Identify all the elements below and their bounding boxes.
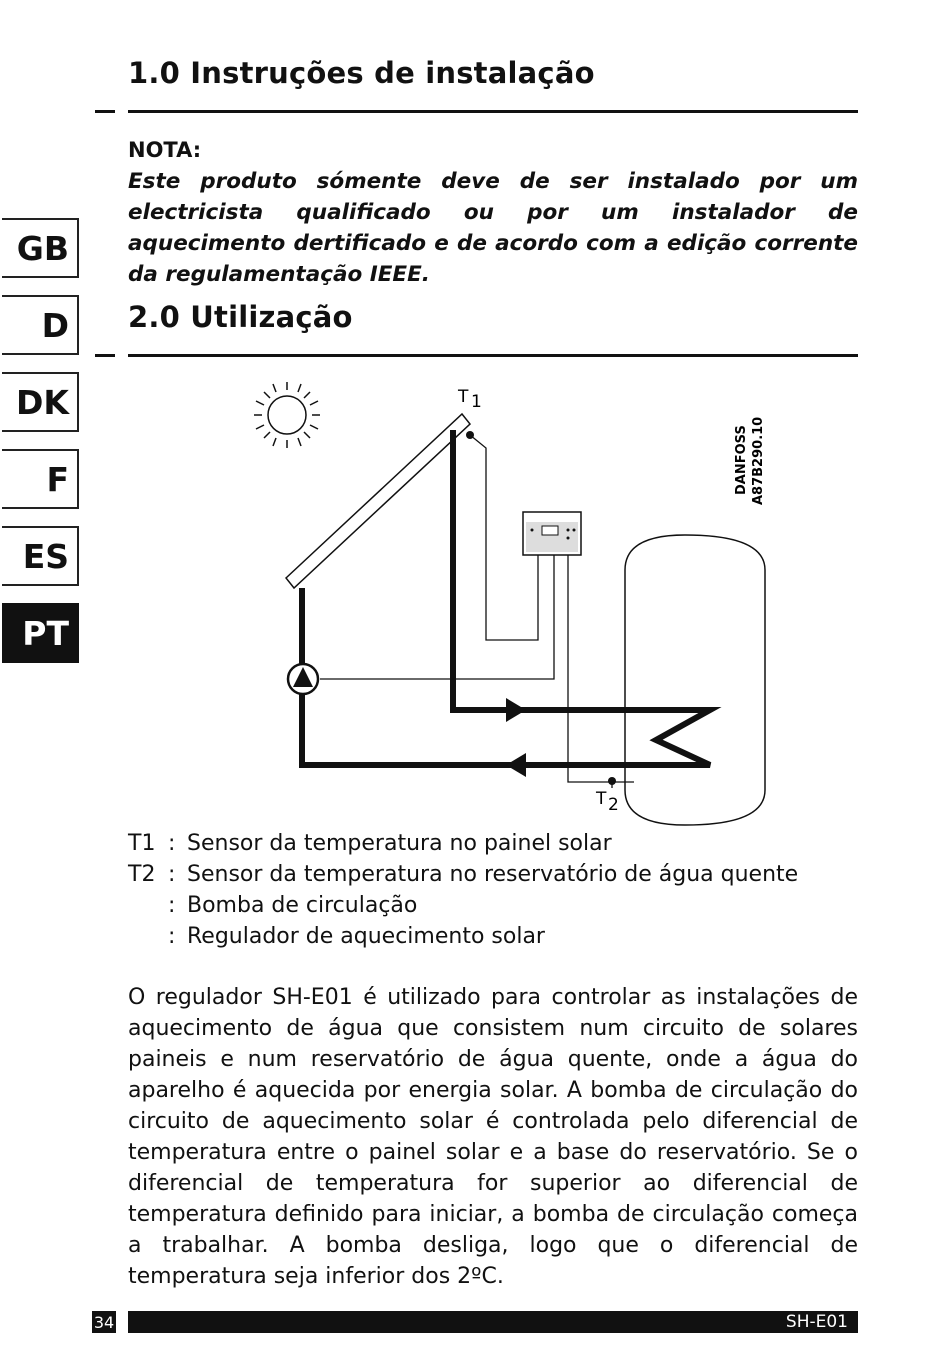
description-paragraph: O regulador SH-E01 é utilizado para controlar as instalações de aquecimento de água que consistem num circuito de solares paineis e num reservatório de água quente, onde a água do aparelho é aquecida por energia solar. A bomba de circulação do circuito de aquecimento solar é controlada pelo diferencial de temperatura entre o painel solar e a base do reservatório. Se o diferencial de temperatura for superior ao diferencial de temperatura definido para iniciar, a bomba de circulação começa a trabalhar. A bomba desliga, logo que o diferencial de temperatura seja inferior dos 2ºC. xyxy=(128,985,858,1289)
rule-marker xyxy=(95,354,115,357)
pump-icon xyxy=(288,664,318,694)
legend-item xyxy=(128,921,798,952)
legend-text: Sensor da temperatura no painel solar xyxy=(187,831,612,856)
flow-arrow-right xyxy=(506,698,526,722)
legend-colon: : xyxy=(168,893,176,918)
language-tab-dk[interactable]: DK xyxy=(2,372,79,432)
note-text: Este produto sómente deve de ser instalado por um electricista qualificado ou por um instalador de aquecimento dertificado e de acordo com a edição corrente da regulamentação IEEE. xyxy=(128,169,858,287)
section-heading-installation: 1.0 Instruções de instalação xyxy=(128,56,595,90)
legend-text: Bomba de circulação xyxy=(187,893,418,918)
footer-model: SH-E01 xyxy=(128,1311,858,1333)
flow-arrow-left xyxy=(506,753,526,777)
note-label: NOTA: xyxy=(128,138,202,162)
t1-subscript: 1 xyxy=(471,392,482,412)
legend-colon: : xyxy=(168,831,176,856)
legend-key: T2 xyxy=(128,862,156,887)
t1-label: T xyxy=(458,387,469,407)
brand-label: DANFOSS xyxy=(734,425,749,495)
legend-text: Regulador de aquecimento solar xyxy=(187,924,545,949)
section-heading-usage: 2.0 Utilização xyxy=(128,300,353,334)
rule-marker xyxy=(95,110,115,113)
heading-rule xyxy=(128,354,858,357)
language-tab-d[interactable]: D xyxy=(2,295,79,355)
legend-key xyxy=(128,921,168,952)
water-tank xyxy=(625,535,765,825)
t2-label: T xyxy=(596,789,607,809)
language-tab-pt[interactable]: PT xyxy=(2,603,79,663)
diagram-legend xyxy=(128,828,798,952)
legend-key xyxy=(128,890,168,921)
legend-colon: : xyxy=(168,924,176,949)
legend-item xyxy=(128,828,798,859)
legend-text: Sensor da temperatura no reservatório de água quente xyxy=(187,862,799,887)
solar-panel xyxy=(286,414,470,588)
sun-icon xyxy=(254,382,320,448)
language-tab-f[interactable]: F xyxy=(2,449,79,509)
t1-sensor-dot xyxy=(466,431,474,439)
t2-subscript: 2 xyxy=(608,795,619,815)
drawing-code: A87B290.10 xyxy=(751,416,766,505)
controller-box xyxy=(523,512,581,555)
legend-item xyxy=(128,859,798,890)
page-number: 34 xyxy=(93,1312,115,1332)
heading-rule xyxy=(128,110,858,113)
solar-system-diagram xyxy=(240,370,800,830)
legend-key: T1 xyxy=(128,831,156,856)
legend-item xyxy=(128,890,798,921)
t2-sensor-dot xyxy=(608,777,616,785)
language-tab-gb[interactable]: GB xyxy=(2,218,79,278)
language-tab-es[interactable]: ES xyxy=(2,526,79,586)
legend-colon: : xyxy=(168,862,176,887)
